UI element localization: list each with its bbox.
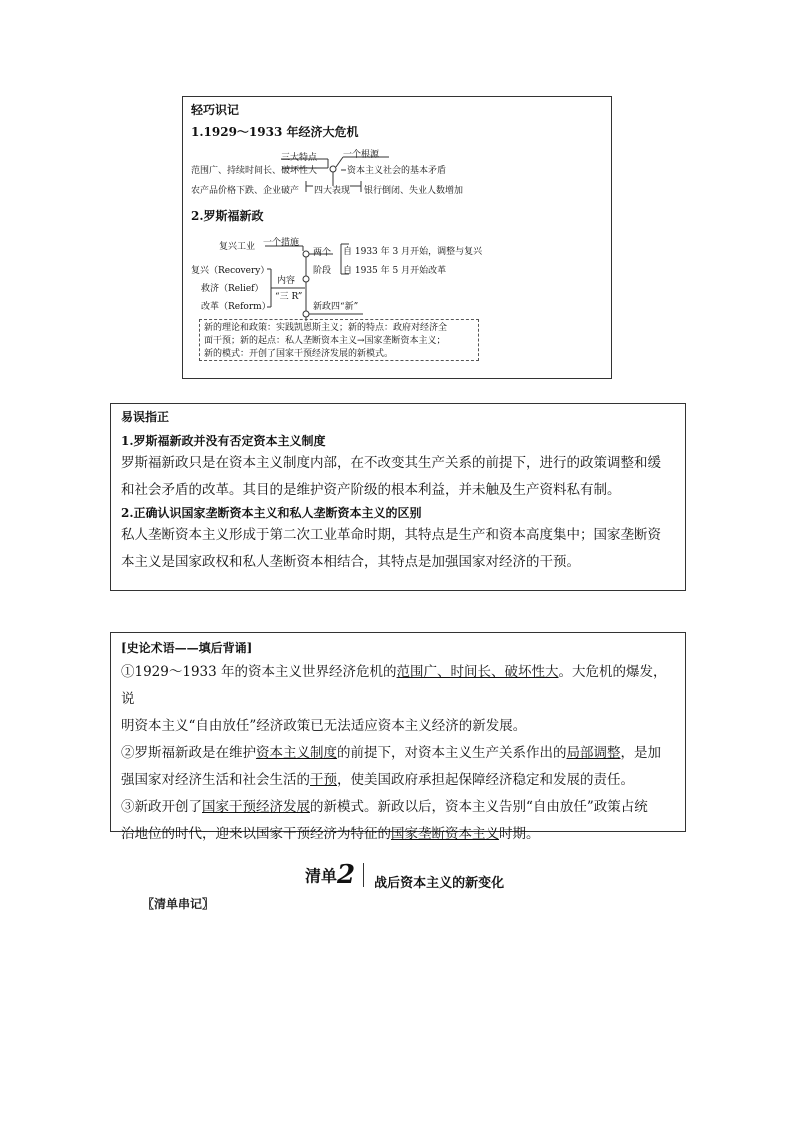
text: 。大危机的爆发，说 [121, 664, 667, 707]
text-stage-one: 自 1933 年 3 月开始，调整与复兴 [343, 247, 483, 257]
text-crisis-scope: 范围广、持续时间长、破坏性大 [191, 166, 318, 176]
fill-blank-answer: 资本主义制度 [256, 745, 337, 761]
fill-blank-answer: 国家垄断资本主义 [391, 826, 499, 842]
text-stage-two: 自 1935 年 5 月开始改革 [343, 266, 447, 276]
section-number: 2 [337, 860, 356, 890]
box-title: 易误指正 [121, 410, 170, 424]
term-2-line-2 [121, 767, 675, 794]
box-title: 轻巧识记 [191, 103, 240, 117]
text-manifestations-left: 农产品价格下跌、企业破产 [191, 186, 300, 196]
text-relief: 救济（Relief） [201, 284, 264, 294]
term-2-line-1 [121, 740, 675, 767]
text: 治地位的时代，迎来以国家干预经济为特征的 [121, 826, 391, 842]
text: ③新政开创了 [121, 799, 202, 815]
section-label: 清单 [305, 866, 338, 886]
section-heading-new-deal: 2.罗斯福新政 [191, 209, 264, 223]
text: ，是加 [620, 745, 661, 761]
text: 的前提下，对资本主义生产关系作出的 [337, 745, 567, 761]
fill-blank-answer: 干预 [310, 772, 337, 788]
point-2-line-2: 本主义是国家政权和私人垄断资本相结合，其特点是加强国家对经济的干预。 [121, 554, 580, 570]
text: 的新模式。新政以后，资本主义告别“自由放任”政策占统 [310, 799, 648, 815]
fill-blank-answer: 国家干预经济发展 [202, 799, 310, 815]
text-reform: 改革（Reform） [201, 302, 271, 312]
fill-blank-answer: 局部调整 [566, 745, 621, 761]
label-stages: 阶段 [313, 266, 332, 276]
error-correction-box [110, 403, 686, 591]
text: ①1929～1933 年的资本主义世界经济危机的 [121, 664, 397, 680]
text-recovery: 复兴（Recovery） [191, 266, 270, 276]
four-new-line-2: 面干预；新的起点：私人垄断资本主义→国家垄断资本主义； [204, 336, 446, 346]
fill-blank-answer: 范围广、时间长、破坏性大 [396, 664, 559, 680]
four-new-line-1: 新的理论和政策：实践凯恩斯主义；新的特点：政府对经济全 [204, 323, 448, 333]
label-one-root: 一个根源 [343, 150, 380, 160]
divider [363, 863, 364, 887]
list-recap-label: 〖清单串记〗 [142, 897, 215, 911]
section-heading-crisis: 1.1929～1933 年经济大危机 [191, 125, 359, 139]
text: ，使美国政府承担起保障经济稳定和发展的责任。 [337, 772, 634, 788]
label-four-manifestations: 四大表现 [314, 186, 351, 196]
four-new-detail-box [199, 319, 479, 361]
text: 时期。 [499, 826, 540, 842]
term-1-line-2: 明资本主义“自由放任”经济政策已无法适应资本主义经济的新发展。 [121, 718, 527, 734]
summary-box-easy-memory [182, 96, 612, 379]
historical-terms-box [110, 632, 686, 842]
label-content: 内容 [277, 276, 296, 286]
text: 强国家对经济生活和社会生活的 [121, 772, 310, 788]
term-3-line-2 [121, 821, 675, 848]
term-3-line-1 [121, 794, 675, 821]
point-1-heading: 1.罗斯福新政并没有否定资本主义制度 [121, 434, 326, 448]
point-1-line-2: 和社会矛盾的改革。其目的是维护资产阶级的根本利益，并未触及生产资料私有制。 [121, 482, 621, 498]
box-title: [史论术语——填后背诵] [121, 641, 253, 655]
label-three-r: “三 R” [275, 292, 303, 302]
text-manifestations-right: 银行倒闭、失业人数增加 [364, 186, 464, 196]
four-new-line-3: 新的模式：开创了国家干预经济发展的新模式。 [204, 349, 394, 359]
section-2-heading [305, 860, 504, 890]
section-title: 战后资本主义的新变化 [374, 875, 505, 891]
point-2-line-1: 私人垄断资本主义形成于第二次工业革命时期，其特点是生产和资本高度集中；国家垄断资 [121, 527, 661, 543]
point-2-heading: 2.正确认识国家垄断资本主义和私人垄断资本主义的区别 [121, 506, 422, 520]
term-1-line-1 [121, 659, 675, 713]
text-basic-contradiction: 资本主义社会的基本矛盾 [347, 166, 447, 176]
point-1-line-1: 罗斯福新政只是在资本主义制度内部，在不改变其生产关系的前提下，进行的政策调整和缓 [121, 455, 661, 471]
text-revive-industry: 复兴工业 [219, 242, 256, 252]
label-two: 两个 [313, 248, 332, 258]
label-one-measure: 一个措施 [263, 238, 300, 248]
label-three-features: 三大特点 [281, 153, 318, 163]
label-four-new: 新政四“新” [313, 302, 359, 312]
text: ②罗斯福新政是在维护 [121, 745, 256, 761]
